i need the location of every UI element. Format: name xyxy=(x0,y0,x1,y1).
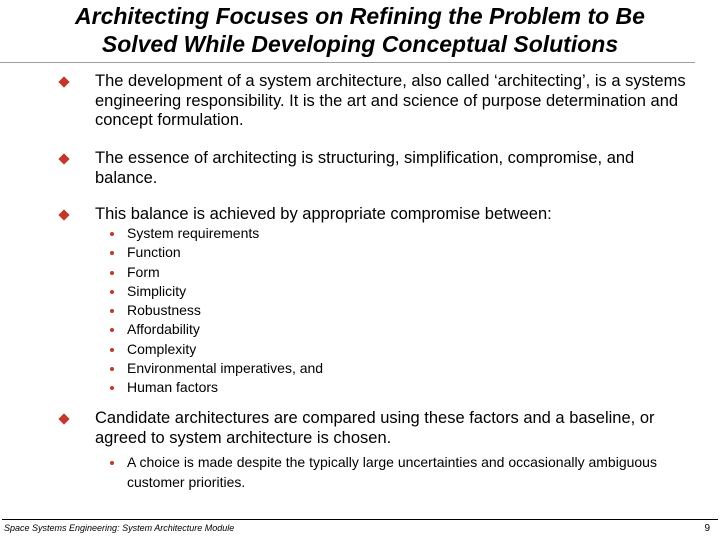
dot-bullet-icon xyxy=(110,232,114,236)
choice-note xyxy=(110,453,687,492)
list-item: Robustness xyxy=(110,301,690,320)
dot-bullet-icon xyxy=(110,290,114,294)
list-item: Function xyxy=(110,243,690,262)
list-item: System requirements xyxy=(110,224,690,243)
dot-bullet-icon xyxy=(110,386,114,390)
diamond-bullet-icon xyxy=(58,76,69,87)
bullet-text: The development of a system architecture, also called ‘architecting’, is a systems engineering responsibility. It is the art and science of purpose determination and concept formulation. xyxy=(95,72,686,129)
dot-bullet-icon xyxy=(110,309,114,313)
footer-module-title: Space Systems Engineering: System Architecture Module xyxy=(4,523,235,533)
slide-title xyxy=(0,2,720,58)
compromise-factors-list xyxy=(110,224,690,398)
dot-bullet-icon xyxy=(110,271,114,275)
bullet-text: Candidate architectures are compared using these factors and a baseline, or agreed to system architecture is chosen. xyxy=(95,409,655,447)
list-item: Form xyxy=(110,263,690,282)
list-item: Environmental imperatives, and xyxy=(110,359,690,378)
diamond-bullet-icon xyxy=(58,209,69,220)
dot-bullet-icon xyxy=(110,348,114,352)
title-divider xyxy=(0,62,695,63)
diamond-bullet-icon xyxy=(58,153,69,164)
dot-bullet-icon xyxy=(110,367,114,371)
list-item: Simplicity xyxy=(110,282,690,301)
slide-title-line-1: Architecting Focuses on Refining the Problem to Be xyxy=(75,3,645,29)
dot-bullet-icon xyxy=(110,251,114,255)
list-item: Human factors xyxy=(110,378,690,397)
list-item: Complexity xyxy=(110,340,690,359)
bullet-text: The essence of architecting is structuring, simplification, compromise, and balance. xyxy=(95,149,635,187)
dot-bullet-icon xyxy=(110,461,114,465)
slide-title-line-2: Solved While Developing Conceptual Solutions xyxy=(101,31,619,57)
dot-bullet-icon xyxy=(110,328,114,332)
bullet-text: This balance is achieved by appropriate compromise between: xyxy=(95,205,552,223)
page-number: 9 xyxy=(704,523,710,534)
footer-divider xyxy=(2,519,718,520)
choice-note-text: A choice is made despite the typically large uncertainties and occasionally ambiguous customer priorities. xyxy=(127,454,657,490)
diamond-bullet-icon xyxy=(58,413,69,424)
list-item: Affordability xyxy=(110,320,690,339)
